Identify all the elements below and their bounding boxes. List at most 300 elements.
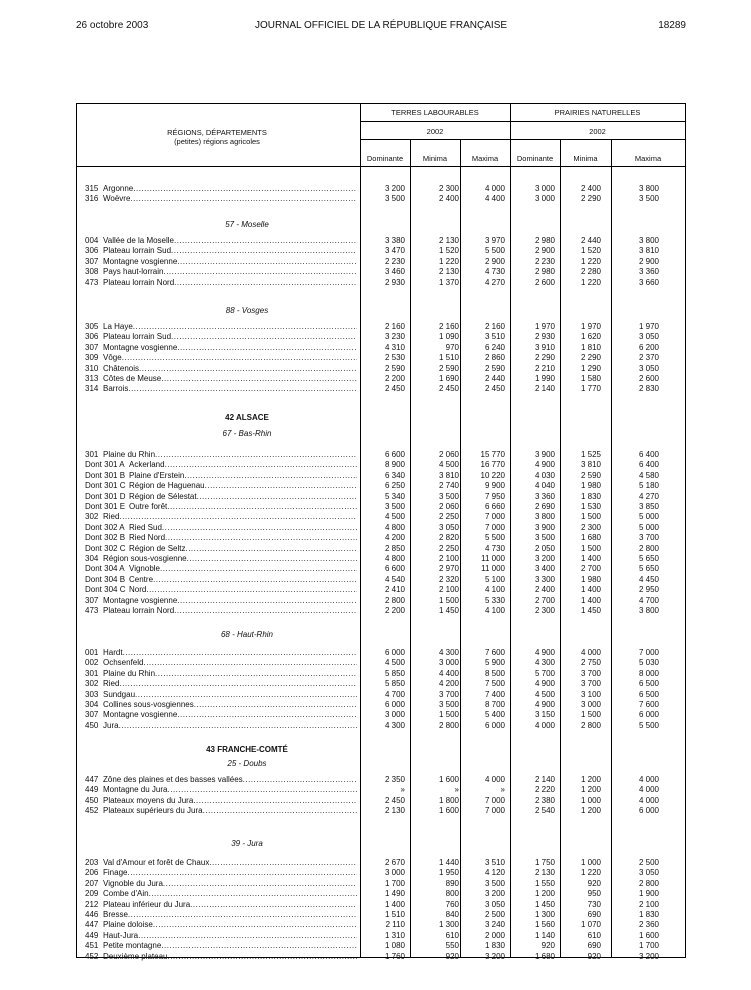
region-code: 451 (85, 941, 99, 951)
value-cell: 2 130 (384, 806, 405, 816)
region-name: Plaine d'Erstein ..... (129, 471, 357, 481)
value-cell: 3 700 (438, 689, 459, 699)
region-name: Plaine du Rhin ..... (103, 450, 357, 460)
value-cell: 1 970 (534, 322, 555, 331)
table-row (77, 868, 685, 878)
value-cell: 3 900 (534, 522, 555, 532)
value-cell: 1 000 (580, 858, 601, 867)
value-cell: 1 600 (438, 775, 459, 784)
value-cell: 3 850 (638, 502, 659, 511)
value-cell: 4 300 (534, 658, 555, 668)
value-cell: 4 300 (438, 648, 459, 657)
region-code: 304 (85, 700, 99, 709)
region-code: 203 (85, 858, 99, 867)
value-cell: 3 000 (534, 184, 555, 193)
region-name: Outre forêt ..... (129, 502, 357, 512)
region-name: Plaine doloise ..... (103, 920, 357, 930)
region-code: 447 (85, 920, 99, 930)
value-cell: 2 380 (534, 795, 555, 805)
value-cell: 2 100 (638, 899, 659, 909)
value-cell: 1 090 (438, 332, 459, 342)
value-cell: 4 030 (534, 470, 555, 480)
region-code: 306 (85, 332, 99, 342)
value-cell: 4 200 (438, 679, 459, 689)
value-cell: 1 980 (580, 481, 601, 491)
value-cell: 1 525 (580, 450, 601, 459)
region-heading: 43 FRANCHE-COMTÉ (206, 745, 288, 754)
value-cell: 5 030 (638, 658, 659, 668)
value-cell: 2 130 (438, 267, 459, 277)
region-code: 305 (85, 322, 99, 331)
value-cell: 4 800 (384, 554, 405, 563)
header-date: 26 octobre 2003 (76, 20, 149, 31)
value-cell: 5 650 (638, 564, 659, 574)
table-row (77, 658, 685, 668)
value-cell: 1 000 (580, 795, 601, 805)
value-cell: 4 000 (580, 648, 601, 657)
region-name: Haut-Jura ..... (103, 931, 357, 941)
region-code: 309 (85, 353, 99, 363)
value-cell: 920 (541, 941, 555, 951)
value-cell: 2 540 (534, 806, 555, 816)
region-name: Montagne vosgienne ..... (103, 710, 357, 720)
region-name: Finage ..... (103, 868, 357, 878)
region-code: 307 (85, 342, 99, 352)
value-cell: 5 100 (484, 574, 505, 584)
table-row (77, 533, 685, 543)
table-row (77, 910, 685, 920)
region-code: 446 (85, 910, 99, 919)
value-cell: 3 700 (638, 533, 659, 543)
value-cell: 2 800 (384, 595, 405, 605)
table-row (77, 278, 685, 288)
value-cell: 6 340 (384, 470, 405, 480)
value-cell: 4 270 (638, 491, 659, 501)
value-cell: 5 900 (484, 658, 505, 668)
value-cell: 1 770 (580, 384, 601, 394)
value-cell: 4 000 (534, 720, 555, 730)
region-code: 450 (85, 795, 99, 805)
value-cell: 6 400 (638, 450, 659, 459)
value-cell: 5 500 (484, 246, 505, 256)
value-cell: 1 300 (438, 920, 459, 930)
table-row (77, 481, 685, 491)
table-row (77, 246, 685, 256)
value-cell: 1 830 (484, 941, 505, 951)
table-row (77, 184, 685, 194)
region-code: 001 (85, 648, 99, 657)
table-row (77, 900, 685, 910)
table-row (77, 236, 685, 246)
value-cell: 7 000 (484, 522, 505, 532)
value-cell: 6 600 (384, 450, 405, 459)
value-cell: 3 200 (638, 951, 659, 961)
value-cell: 6 500 (638, 689, 659, 699)
region-name: Ried Sud ..... (129, 523, 357, 533)
value-cell: 3 500 (638, 194, 659, 204)
value-cell: 2 930 (534, 332, 555, 342)
value-cell: 3 500 (384, 502, 405, 511)
value-cell: 2 290 (534, 353, 555, 363)
value-cell: 2 290 (580, 353, 601, 363)
region-name: Ochsenfeld ..... (103, 658, 357, 668)
table-row (77, 879, 685, 889)
value-cell: 1 990 (534, 374, 555, 383)
value-cell: 2 800 (638, 543, 659, 553)
value-cell: 3 050 (638, 332, 659, 342)
value-cell: 6 000 (638, 806, 659, 816)
value-cell: 2 450 (484, 384, 505, 394)
value-cell: 4 900 (534, 460, 555, 470)
region-name: Montagne vosgienne ..... (103, 596, 357, 606)
value-cell: 3 100 (580, 689, 601, 699)
value-cell: 1 290 (580, 363, 601, 373)
region-code: 308 (85, 267, 99, 277)
value-cell: 5 700 (534, 668, 555, 678)
region-name: Petite montagne ..... (103, 941, 357, 951)
value-cell: 5 500 (638, 720, 659, 730)
value-cell: 7 600 (638, 700, 659, 709)
value-cell: 2 140 (534, 384, 555, 394)
value-cell: 2 100 (438, 554, 459, 563)
value-cell: 2 220 (534, 785, 555, 795)
value-cell: 2 360 (638, 920, 659, 930)
region-code: 209 (85, 889, 99, 899)
value-cell: 840 (445, 910, 459, 919)
region-code: 302 (85, 679, 99, 689)
value-cell: 2 450 (384, 384, 405, 394)
value-cell: 4 270 (484, 277, 505, 287)
header-page-number: 18289 (658, 20, 686, 31)
value-cell: 1 450 (580, 606, 601, 615)
value-cell: 2 500 (638, 858, 659, 867)
region-code: 447 (85, 775, 99, 784)
region-code: 306 (85, 246, 99, 256)
region-name: Plateau lorrain Sud ..... (103, 332, 357, 342)
region-name: Centre ..... (129, 575, 357, 585)
value-cell: 2 590 (484, 363, 505, 373)
table-row (77, 669, 685, 679)
value-cell: 4 580 (638, 470, 659, 480)
value-cell: 4 900 (534, 648, 555, 657)
value-cell: 6 250 (384, 481, 405, 491)
table-row (77, 492, 685, 502)
value-cell: 4 540 (384, 574, 405, 584)
value-cell: 1 370 (438, 277, 459, 287)
table-row (77, 796, 685, 806)
value-cell: 1 530 (580, 502, 601, 511)
value-cell: 4 000 (484, 775, 505, 784)
value-cell: 2 820 (438, 533, 459, 543)
table-row (77, 374, 685, 384)
value-cell: 2 160 (438, 322, 459, 331)
value-cell: 1 970 (580, 322, 601, 331)
value-cell: 3 000 (384, 710, 405, 720)
value-cell: 10 220 (480, 470, 505, 480)
value-cell: 1 830 (638, 910, 659, 919)
header-rule (77, 166, 685, 167)
value-cell: 2 750 (580, 658, 601, 668)
region-name: Sundgau ..... (103, 690, 357, 700)
value-cell: 1 950 (438, 868, 459, 878)
value-cell: 3 700 (580, 668, 601, 678)
value-cell: 5 850 (384, 668, 405, 678)
value-cell: 2 800 (638, 878, 659, 888)
header-title: JOURNAL OFFICIEL DE LA RÉPUBLIQUE FRANÇAISE (254, 20, 508, 31)
region-name: La Haye ..... (103, 322, 357, 332)
value-cell: 2 700 (580, 564, 601, 574)
value-cell: 4 450 (638, 574, 659, 584)
value-cell: 920 (445, 951, 459, 961)
value-cell: 1 620 (580, 332, 601, 342)
column-header: Minima (573, 154, 598, 163)
value-cell: 4 500 (384, 658, 405, 668)
value-cell: 2 130 (438, 236, 459, 245)
table-row (77, 343, 685, 353)
year-label: 2002 (589, 127, 606, 136)
value-cell: 4 400 (438, 668, 459, 678)
value-cell: 4 000 (638, 785, 659, 795)
value-cell: 6 000 (384, 648, 405, 657)
value-cell: 1 680 (580, 533, 601, 543)
value-cell: 2 160 (384, 322, 405, 331)
table-row (77, 721, 685, 731)
value-cell: 1 140 (534, 930, 555, 940)
region-code: 473 (85, 277, 99, 287)
value-cell: 1 450 (438, 606, 459, 615)
value-cell: 1 510 (384, 910, 405, 919)
region-name: Val d'Amour et forêt de Chaux ..... (103, 858, 357, 868)
region-code: Dont 304 B (85, 574, 126, 584)
value-cell: 4 100 (484, 585, 505, 595)
value-cell: 4 000 (638, 775, 659, 784)
table-row (77, 585, 685, 595)
column-header: Dominante (516, 154, 554, 163)
table-row (77, 889, 685, 899)
region-code: 002 (85, 658, 99, 668)
value-cell: 800 (445, 889, 459, 899)
value-cell: 2 100 (438, 585, 459, 595)
value-cell: 1 220 (438, 256, 459, 266)
value-cell: 1 970 (638, 322, 659, 331)
value-cell: 3 500 (438, 491, 459, 501)
region-code: Dont 301 A (85, 460, 125, 470)
region-name: Montagne du Jura ..... (103, 785, 357, 795)
value-cell: 3 300 (534, 574, 555, 584)
value-cell: 5 850 (384, 679, 405, 689)
value-cell: » (454, 785, 459, 795)
value-cell: 6 400 (638, 460, 659, 470)
value-cell: 610 (587, 930, 601, 940)
department-heading: 25 - Doubs (227, 759, 267, 768)
value-cell: 2 590 (580, 470, 601, 480)
region-code: 302 (85, 512, 99, 522)
value-cell: 3 200 (534, 554, 555, 563)
value-cell: 15 770 (480, 450, 505, 459)
column-header: Minima (422, 154, 448, 163)
value-cell: 6 500 (638, 679, 659, 689)
value-cell: 1 500 (580, 512, 601, 522)
value-cell: 690 (587, 910, 601, 919)
value-cell: 1 810 (580, 342, 601, 352)
value-cell: 3 200 (484, 889, 505, 899)
column-header: Dominante (366, 154, 404, 163)
value-cell: 2 230 (534, 256, 555, 266)
value-cell: 2 370 (638, 353, 659, 363)
region-name: Ried Nord ..... (129, 533, 357, 543)
region-code: 450 (85, 720, 99, 730)
value-cell: 1 200 (580, 806, 601, 816)
value-cell: 1 830 (580, 491, 601, 501)
value-cell: 1 400 (580, 554, 601, 563)
value-cell: 7 000 (484, 512, 505, 522)
value-cell: 1 220 (580, 868, 601, 878)
value-cell: 3 810 (438, 470, 459, 480)
table-row (77, 257, 685, 267)
table-row (77, 606, 685, 616)
table-row (77, 544, 685, 554)
value-cell: 2 590 (438, 363, 459, 373)
value-cell: 2 000 (484, 930, 505, 940)
value-cell: 4 120 (484, 868, 505, 878)
value-cell: 3 000 (534, 194, 555, 204)
table-row (77, 710, 685, 720)
region-heading: 42 ALSACE (225, 413, 269, 422)
value-cell: 11 000 (481, 564, 505, 574)
value-cell: 4 700 (384, 689, 405, 699)
value-cell: 1 220 (580, 256, 601, 266)
value-cell: 1 200 (580, 785, 601, 795)
value-cell: 1 070 (580, 920, 601, 930)
value-cell: 890 (445, 878, 459, 888)
value-cell: 1 510 (438, 353, 459, 363)
value-cell: 3 700 (580, 679, 601, 689)
value-cell: 7 400 (484, 689, 505, 699)
region-name: Région de Sélestat ..... (129, 492, 357, 502)
value-cell: 4 800 (384, 522, 405, 532)
value-cell: 3 050 (638, 363, 659, 373)
value-cell: 2 350 (384, 775, 405, 784)
value-cell: 3 380 (384, 236, 405, 245)
region-code: 301 (85, 668, 99, 678)
table-row (77, 322, 685, 332)
table-row (77, 512, 685, 522)
region-code: Dont 304 C (85, 585, 126, 595)
value-cell: 6 240 (484, 342, 505, 352)
value-cell: 1 500 (580, 543, 601, 553)
value-cell: 1 690 (438, 374, 459, 383)
region-name: Plateau lorrain Sud ..... (103, 246, 357, 256)
table-row (77, 384, 685, 394)
value-cell: 4 100 (484, 606, 505, 615)
value-cell: 8 900 (384, 460, 405, 470)
value-cell: 2 200 (384, 606, 405, 615)
value-cell: 5 180 (638, 481, 659, 491)
value-cell: 2 300 (580, 522, 601, 532)
table-row (77, 267, 685, 277)
value-cell: 1 310 (384, 930, 405, 940)
value-cell: 970 (445, 342, 459, 352)
table-row (77, 502, 685, 512)
value-cell: 3 460 (384, 267, 405, 277)
value-cell: 2 850 (384, 543, 405, 553)
value-cell: 2 800 (438, 720, 459, 730)
value-cell: 3 000 (384, 868, 405, 878)
region-code: 316 (85, 194, 99, 204)
value-cell: 550 (445, 941, 459, 951)
region-name: Ried ..... (103, 512, 357, 522)
value-cell: 9 900 (484, 481, 505, 491)
region-name: Collines sous-vosgiennes ..... (103, 700, 357, 710)
value-cell: 4 000 (638, 795, 659, 805)
value-cell: 2 250 (438, 543, 459, 553)
value-cell: 1 680 (534, 951, 555, 961)
region-name: Zône des plaines et des basses vallées ..... (103, 775, 357, 785)
region-name: Plaine du Rhin ..... (103, 669, 357, 679)
value-cell: 1 980 (580, 574, 601, 584)
region-code: 307 (85, 595, 99, 605)
value-cell: 4 500 (384, 512, 405, 522)
value-cell: 5 400 (484, 710, 505, 720)
value-cell: 2 800 (580, 720, 601, 730)
header-rule (360, 121, 685, 122)
value-cell: 3 500 (484, 878, 505, 888)
region-name: Pays haut-lorrain ..... (103, 267, 357, 277)
table-row (77, 353, 685, 363)
region-name: Montagne vosgienne ..... (103, 343, 357, 353)
value-cell: 2 740 (438, 481, 459, 491)
value-cell: 4 500 (534, 689, 555, 699)
region-name: Région de Seltz ..... (129, 544, 357, 554)
value-cell: 3 500 (534, 533, 555, 543)
value-cell: 5 500 (484, 533, 505, 543)
value-cell: 760 (445, 899, 459, 909)
value-cell: 3 000 (580, 700, 601, 709)
value-cell: 3 150 (534, 710, 555, 720)
value-cell: 16 770 (480, 460, 505, 470)
table-row (77, 952, 685, 962)
region-code: Dont 301 C (85, 481, 126, 491)
column-header-region: RÉGIONS, DÉPARTEMENTS (167, 128, 267, 137)
value-cell: 2 590 (384, 363, 405, 373)
value-cell: 2 530 (384, 353, 405, 363)
value-cell: 3 470 (384, 246, 405, 256)
value-cell: 7 600 (484, 648, 505, 657)
value-cell: 3 050 (638, 868, 659, 878)
region-name: Combe d'Ain ..... (103, 889, 357, 899)
value-cell: 1 490 (384, 889, 405, 899)
value-cell: 3 510 (484, 332, 505, 342)
region-code: 206 (85, 868, 99, 878)
value-cell: 2 670 (384, 858, 405, 867)
table-row (77, 775, 685, 785)
value-cell: 1 580 (580, 374, 601, 383)
value-cell: 1 440 (438, 858, 459, 867)
region-name: Ried ..... (103, 679, 357, 689)
value-cell: 2 400 (534, 585, 555, 595)
value-cell: 2 980 (534, 236, 555, 245)
value-cell: 1 220 (580, 277, 601, 287)
value-cell: 3 970 (484, 236, 505, 245)
value-cell: 2 110 (385, 920, 405, 930)
value-cell: 7 950 (484, 491, 505, 501)
value-cell: 2 400 (438, 194, 459, 204)
value-cell: 1 520 (580, 246, 601, 256)
region-name: Plateaux supérieurs du Jura ..... (103, 806, 357, 816)
region-code: Dont 302 A (85, 522, 125, 532)
region-name: Châtenois ..... (103, 364, 357, 374)
value-cell: 4 040 (534, 481, 555, 491)
